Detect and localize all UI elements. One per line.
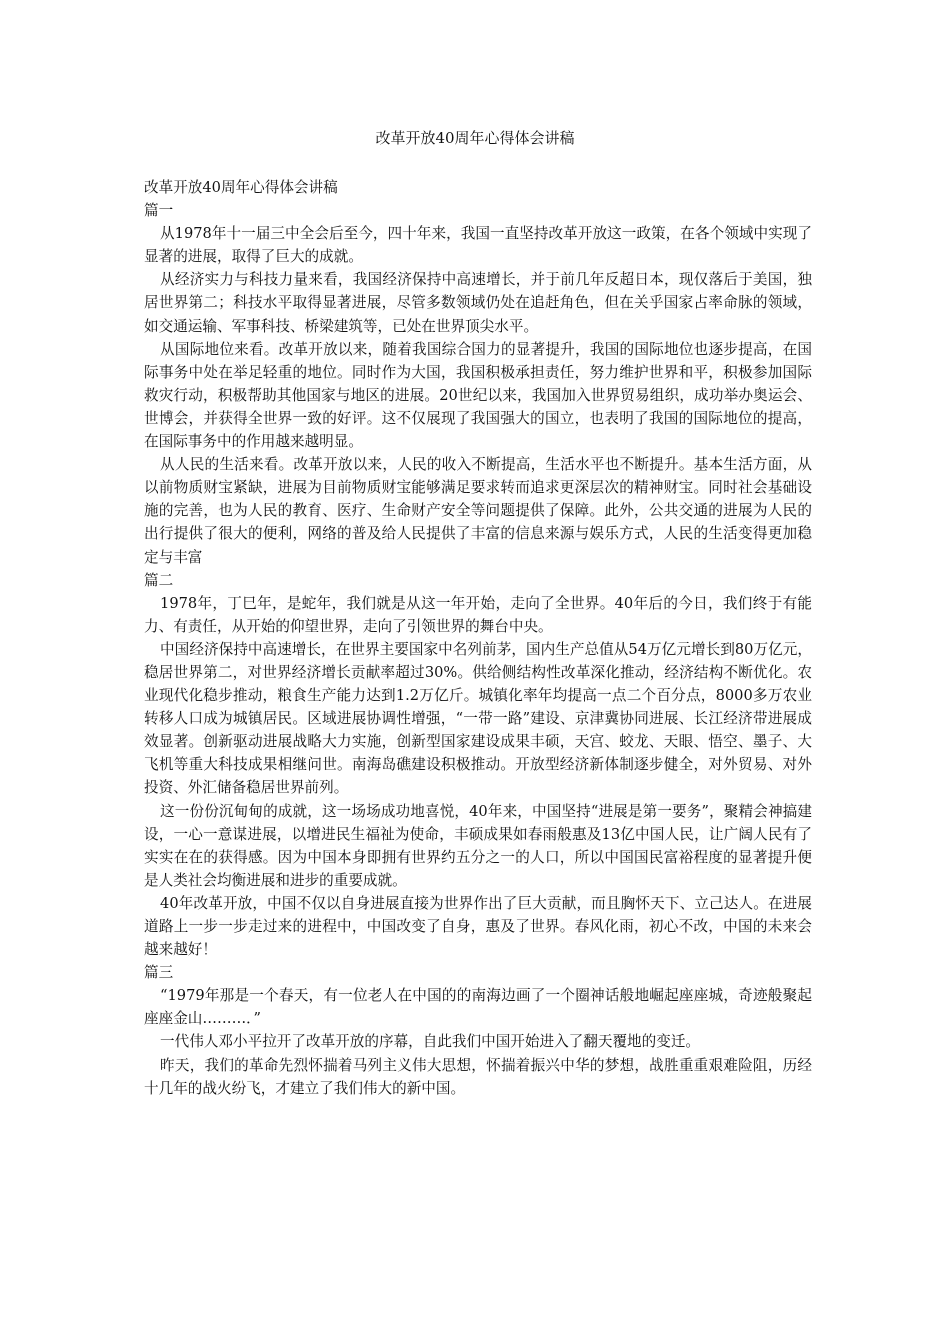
paragraph: 从国际地位来看。改革开放以来，随着我国综合国力的显著提升，我国的国际地位也逐步提高，在国际事务中处在举足轻重的地位。同时作为大国，我国积极承担责任，努力维护世界和平，积极参加国际救灾行动，积极帮助其他国家与地区的进展。20世纪以来，我国加入世界贸易组织，成功举办奥运会、世博会，并获得全世界一致的好评。这不仅展现了我国强大的国立，也表明了我国的国际地位的提高，在国际事务中的作用越来越明显。 (144, 340, 812, 451)
paragraph: 从人民的生活来看。改革开放以来，人民的收入不断提高，生活水平也不断提升。基本生活方面，从以前物质财宝紧缺，进展为目前物质财宝能够满足要求转而追求更深层次的精神财宝。同时社会基础设施的完善，也为人民的教育、医疗、生命财产安全等问题提供了保障。此外，公共交通的进展为人民的出行提供了很大的便利，网络的普及给人民提供了丰富的信息来源与娱乐方式，人民的生活变得更加稳定与丰富 (144, 456, 812, 566)
document-heading: 改革开放40周年心得体会讲稿 (144, 179, 338, 196)
section-label: 篇一 (144, 202, 174, 220)
paragraph: 1978年，丁巳年，是蛇年，我们就是从这一年开始，走向了全世界。40年后的今日，我们终于有能力、有责任，从开始的仰望世界，走向了引领世界的舞台中央。 (144, 594, 812, 635)
paragraph: 40年改革开放，中国不仅以自身进展直接为世界作出了巨大贡献，而且胸怀天下、立己达人。在进展道路上一步一步走过来的进程中，中国改变了自身，惠及了世界。春风化雨，初心不改，中国的未来会越来越好！ (144, 894, 812, 959)
paragraph: 一代伟人邓小平拉开了改革开放的序幕，自此我们中国开始进入了翻天覆地的变迁。 (160, 1033, 701, 1051)
section-label: 篇三 (144, 964, 174, 982)
paragraph: 从1978年十一届三中全会后至今，四十年来，我国一直坚持改革开放这一政策，在各个领域中实现了显著的进展，取得了巨大的成就。 (144, 225, 812, 266)
paragraph: 从经济实力与科技力量来看，我国经济保持中高速增长，并于前几年反超日本，现仅落后于美国，独居世界第二；科技水平取得显著进展，尽管多数领域仍处在追赶角色，但在关乎国家占率命脉的领域，如交通运输、军事科技、桥梁建筑等，已处在世界顶尖水平。 (144, 271, 812, 335)
paragraph: 昨天，我们的革命先烈怀揣着马列主义伟大思想，怀揣着振兴中华的梦想，战胜重重艰难险阻，历经十几年的战火纷飞，才建立了我们伟大的新中国。 (144, 1056, 812, 1097)
document-body (144, 176, 812, 1100)
paragraph: 中国经济保持中高速增长，在世界主要国家中名列前茅，国内生产总值从54万亿元增长到80万亿元，稳居世界第二，对世界经济增长贡献率超过30%。供给侧结构性改革深化推动，经济结构不断优化。农业现代化稳步推动，粮食生产能力达到1.2万亿斤。城镇化率年均提高一点二个百分点，8000多万农业转移人口成为城镇居民。区域进展协调性增强，“一带一路”建设、京津冀协同进展、长江经济带进展成效显著。创新驱动进展战略大力实施，创新型国家建设成果丰硕，天宫、蛟龙、天眼、悟空、墨子、大飞机等重大科技成果相继问世。南海岛礁建设积极推动。开放型经济新体制逐步健全，对外贸易、对外投资、外汇储备稳居世界前列。 (144, 640, 812, 797)
paragraph: 这一份份沉甸甸的成就，这一场场成功地喜悦，40年来，中国坚持“进展是第一要务”，聚精会神搞建设，一心一意谋进展，以增进民生福祉为使命，丰硕成果如春雨般惠及13亿中国人民，让广阔人民有了实实在在的获得感。因为中国本身即拥有世界约五分之一的人口，所以中国国民富裕程度的显著提升便是人类社会均衡进展和进步的重要成就。 (144, 802, 812, 889)
section-label: 篇二 (144, 571, 174, 589)
document-title: 改革开放40周年心得体会讲稿 (375, 129, 575, 147)
paragraph: “1979年那是一个春天，有一位老人在中国的的南海边画了一个圈神话般地崛起座座城，奇迹般聚起座座金山………．” (144, 987, 812, 1028)
